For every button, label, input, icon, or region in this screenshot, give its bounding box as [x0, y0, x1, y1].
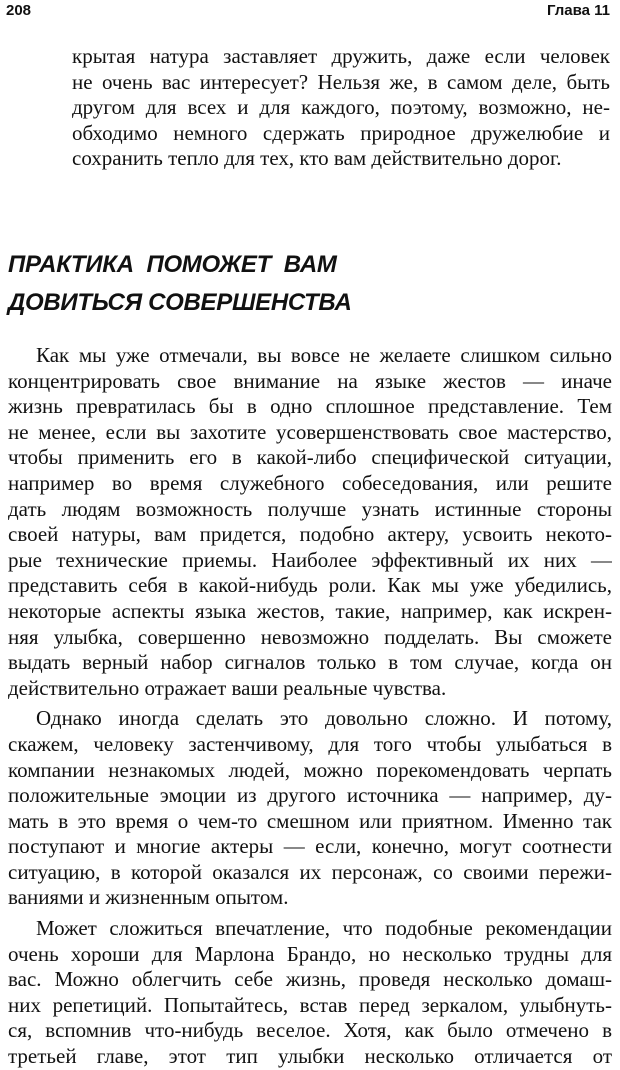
text-line: вас. Можно облегчить себе жизнь, проведя несколько домаш- [8, 967, 612, 992]
text-line: чтобы применить его в какой-либо специфической ситуации, [8, 445, 612, 470]
text-line: ся, вспомнив что-нибудь веселое. Хотя, как было отмечено в [8, 1018, 612, 1043]
section-heading [8, 246, 568, 322]
text-line: дать людям возможность получше узнать истинные стороны [8, 496, 612, 521]
text-line: скажем, человеку застенчивому, для того чтобы улыбаться в [8, 731, 612, 756]
text-line: крытая натура заставляет дружить, даже если человек [72, 44, 610, 68]
text-line: обходимо немного сдержать природное дружелюбие и [72, 120, 610, 145]
text-line: другом для всех и для каждого, поэтому, возможно, не- [72, 95, 610, 120]
chapter-label: Глава 11 [546, 2, 610, 19]
text-line: жизнь превратилась бы в одно сплошное представление. Тем [8, 394, 612, 419]
text-line: представить себя в какой-нибудь роли. Как мы уже убедились, [8, 573, 612, 598]
text-line: очень хороши для Марлона Брандо, но несколько трудны для [8, 941, 612, 966]
text-line: положительные эмоции из другого источника — например, ду- [8, 783, 612, 808]
running-header [0, 0, 620, 24]
section-heading-line: ПРАКТИКА ПОМОЖЕТ ВАМ [8, 251, 337, 278]
page-number: 208 [6, 2, 32, 19]
section-heading-line: ДОВИТЬСЯ СОВЕРШЕНСТВА [8, 289, 352, 316]
text-line: сохранить тепло для тех, кто вам действительно дорог. [72, 146, 562, 171]
text-line: Как мы уже отмечали, вы вовсе не желаете слишком сильно [36, 343, 612, 367]
text-line: действительно отражает ваши реальные чувства. [8, 675, 447, 700]
paragraph-1 [8, 343, 612, 701]
continuation-paragraph [72, 44, 610, 172]
text-line: няя улыбка, совершенно невозможно подделать. Вы сможете [8, 624, 612, 649]
text-line: не менее, если вы захотите усовершенствовать свое мастерство, [8, 419, 612, 444]
text-line: не очень вас интересует? Нельзя же, в самом деле, быть [72, 69, 610, 94]
text-line: поступают и многие актеры — если, конечно, могут соотнести [8, 834, 612, 859]
text-line: третьей главе, этот тип улыбки несколько отличается от [8, 1044, 612, 1069]
paragraph-3 [8, 916, 612, 1070]
text-line: Однако иногда сделать это довольно сложно. И потому, [36, 706, 612, 731]
text-line: компании незнакомых людей, можно порекомендовать черпать [8, 757, 612, 782]
text-line: мать в это время о чем-то смешном или приятном. Именно так [8, 808, 612, 833]
text-line: них репетиций. Попытайтесь, встав перед зеркалом, улыбнуть- [8, 992, 612, 1017]
paragraph-2 [8, 706, 612, 911]
text-line: ваниями и жизненным опытом. [8, 885, 289, 910]
text-line: своей натуры, вам придется, подобно актеру, усвоить некото- [8, 522, 612, 547]
text-line: рые технические приемы. Наиболее эффективный их них — [8, 547, 612, 572]
text-line: некоторые аспекты языка жестов, такие, например, как искрен- [8, 598, 612, 623]
body-text [8, 343, 612, 1070]
text-line: выдать верный набор сигналов только в том случае, когда он [8, 650, 612, 675]
text-line: ситуацию, в которой оказался их персонаж, со своими пережи- [8, 859, 612, 884]
text-line: Может сложиться впечатление, что подобные рекомендации [36, 916, 612, 941]
text-line: например во время служебного собеседования, или решите [8, 470, 612, 495]
text-line: концентрировать свое внимание на языке жестов — иначе [8, 368, 612, 393]
